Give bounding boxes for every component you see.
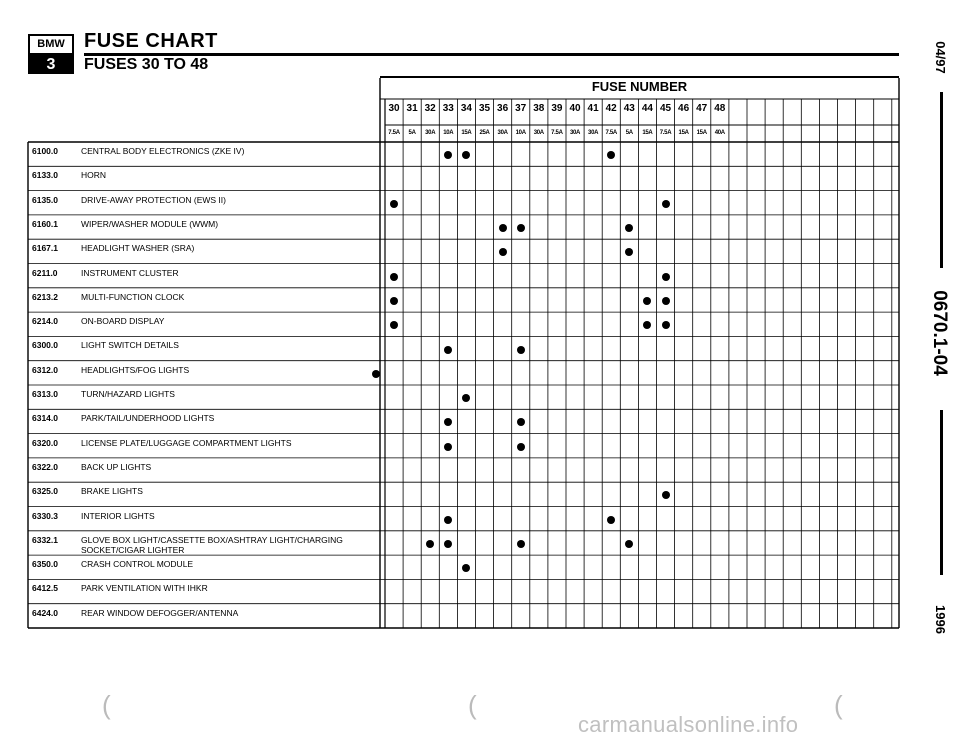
fuse-number-31: 31 bbox=[406, 103, 418, 114]
fuse-rating-47: 15A bbox=[696, 130, 707, 136]
page-subtitle: FUSES 30 TO 48 bbox=[84, 56, 209, 73]
fuse-number-48: 48 bbox=[714, 103, 726, 114]
row-description: PARK VENTILATION WITH IHKR bbox=[81, 583, 208, 594]
fuse-number-39: 39 bbox=[551, 103, 563, 114]
row-code: 6322.0 bbox=[32, 461, 58, 472]
watermark: carmanualsonline.info bbox=[578, 712, 799, 737]
fuse-marker-dot bbox=[662, 491, 670, 499]
row-code: 6424.0 bbox=[32, 607, 58, 618]
fuse-rating-44: 15A bbox=[642, 130, 653, 136]
row-code: 6133.0 bbox=[32, 170, 58, 181]
row-code: 6320.0 bbox=[32, 437, 58, 448]
row-code: 6100.0 bbox=[32, 146, 58, 156]
fuse-marker-dot bbox=[662, 273, 670, 281]
fuse-number-34: 34 bbox=[460, 103, 472, 114]
fuse-number-header: FUSE NUMBER bbox=[591, 79, 688, 94]
fuse-rating-36: 30A bbox=[497, 130, 508, 136]
fuse-number-42: 42 bbox=[605, 103, 617, 114]
fuse-number-33: 33 bbox=[442, 103, 454, 114]
row-description: CENTRAL BODY ELECTRONICS (ZKE IV) bbox=[81, 146, 245, 156]
fuse-marker-dot bbox=[607, 516, 615, 524]
fuse-rating-31: 5A bbox=[408, 130, 416, 136]
fuse-marker-dot bbox=[517, 540, 525, 548]
row-code: 6214.0 bbox=[32, 316, 58, 327]
logo-brand: BMW bbox=[30, 36, 72, 55]
row-description: HEADLIGHT WASHER (SRA) bbox=[81, 243, 195, 254]
fuse-marker-dot bbox=[662, 321, 670, 329]
fuse-number-43: 43 bbox=[623, 103, 635, 114]
fuse-rating-30: 7.5A bbox=[388, 130, 400, 136]
fuse-rating-45: 7.5A bbox=[659, 130, 672, 136]
fuse-marker-dot bbox=[517, 224, 525, 232]
row-description: BRAKE LIGHTS bbox=[81, 486, 143, 497]
row-description: MULTI-FUNCTION CLOCK bbox=[81, 291, 185, 302]
row-code: 6160.1 bbox=[32, 218, 58, 229]
fuse-rating-46: 15A bbox=[678, 130, 689, 136]
row-code: 6135.0 bbox=[32, 194, 58, 205]
fuse-marker-dot bbox=[372, 370, 380, 378]
row-description: CRASH CONTROL MODULE bbox=[81, 559, 194, 570]
fuse-number-30: 30 bbox=[388, 103, 400, 114]
fuse-rating-37: 10A bbox=[515, 130, 526, 136]
row-code: 6312.0 bbox=[32, 364, 58, 375]
row-code: 6213.2 bbox=[32, 291, 58, 302]
fuse-number-35: 35 bbox=[478, 103, 491, 114]
fuse-rating-43: 5A bbox=[625, 130, 633, 136]
fuse-number-45: 45 bbox=[659, 103, 672, 114]
row-code: 6325.0 bbox=[32, 486, 58, 497]
row-code: 6167.1 bbox=[32, 243, 58, 254]
fuse-marker-dot bbox=[662, 297, 670, 305]
scan-mark: ( bbox=[102, 690, 111, 720]
scan-mark: ( bbox=[468, 690, 477, 720]
row-code: 6412.5 bbox=[32, 583, 58, 594]
fuse-rating-41: 30A bbox=[588, 130, 599, 136]
fuse-marker-dot bbox=[499, 224, 507, 232]
scan-mark: ( bbox=[834, 690, 843, 720]
row-description: DRIVE-AWAY PROTECTION (EWS II) bbox=[81, 194, 226, 205]
fuse-number-41: 41 bbox=[587, 103, 599, 114]
row-description: HORN bbox=[81, 170, 107, 181]
fuse-number-36: 36 bbox=[497, 103, 509, 114]
fuse-marker-dot bbox=[499, 248, 507, 256]
fuse-rating-32: 30A bbox=[425, 130, 436, 136]
row-description: BACK UP LIGHTS bbox=[81, 461, 152, 472]
side-code: 0670.1-04 bbox=[928, 290, 950, 376]
fuse-rating-35: 25A bbox=[479, 130, 490, 136]
fuse-number-44: 44 bbox=[641, 103, 653, 114]
fuse-marker-dot bbox=[517, 346, 525, 354]
fuse-marker-dot bbox=[444, 516, 452, 524]
fuse-rating-34: 15A bbox=[461, 130, 472, 136]
fuse-number-47: 47 bbox=[696, 103, 708, 114]
fuse-rating-48: 40A bbox=[714, 130, 725, 136]
row-description: REAR WINDOW DEFOGGER/ANTENNA bbox=[81, 607, 239, 618]
fuse-rating-33: 10A bbox=[443, 130, 454, 136]
row-code: 6313.0 bbox=[32, 389, 58, 399]
logo-series: 3 bbox=[30, 55, 72, 74]
row-code: 6332.1 bbox=[32, 534, 58, 545]
row-description: ON-BOARD DISPLAY bbox=[81, 316, 165, 327]
fuse-marker-dot bbox=[390, 273, 398, 281]
fuse-rating-40: 30A bbox=[569, 130, 581, 136]
row-description: LICENSE PLATE/LUGGAGE COMPARTMENT LIGHTS bbox=[81, 437, 292, 448]
row-code: 6350.0 bbox=[32, 559, 58, 570]
fuse-number-38: 38 bbox=[533, 103, 545, 114]
row-code: 6314.0 bbox=[32, 413, 58, 424]
row-description: INTERIOR LIGHTS bbox=[81, 510, 155, 521]
row-code: 6300.0 bbox=[32, 340, 58, 351]
fuse-marker-dot bbox=[390, 297, 398, 305]
fuse-rating-39: 7.5A bbox=[551, 130, 563, 136]
fuse-rating-42: 7.5A bbox=[605, 130, 617, 136]
page-title: FUSE CHART bbox=[84, 30, 218, 52]
row-description: GLOVE BOX LIGHT/CASSETTE BOX/ASHTRAY LIGHT/CHARGING SOCKET/CIGAR LIGHTER bbox=[81, 534, 343, 555]
side-date: 04/97 bbox=[932, 41, 948, 74]
row-code: 6330.3 bbox=[32, 510, 58, 521]
fuse-rating-38: 30A bbox=[533, 130, 544, 136]
fuse-number-46: 46 bbox=[678, 103, 690, 114]
fuse-marker-dot bbox=[444, 346, 452, 354]
row-description: LIGHT SWITCH DETAILS bbox=[81, 340, 179, 351]
row-description: WIPER/WASHER MODULE (WWM) bbox=[81, 218, 219, 229]
row-description: TURN/HAZARD LIGHTS bbox=[81, 389, 175, 399]
row-description: HEADLIGHTS/FOG LIGHTS bbox=[81, 364, 190, 375]
fuse-number-37: 37 bbox=[515, 103, 527, 114]
fuse-marker-dot bbox=[517, 443, 525, 451]
row-code: 6211.0 bbox=[32, 267, 58, 278]
fuse-number-40: 40 bbox=[569, 103, 581, 114]
fuse-number-32: 32 bbox=[424, 103, 436, 114]
row-description: PARK/TAIL/UNDERHOOD LIGHTS bbox=[81, 413, 215, 424]
row-description: INSTRUMENT CLUSTER bbox=[81, 267, 179, 278]
fuse-marker-dot bbox=[390, 200, 398, 208]
side-year: 1996 bbox=[932, 605, 948, 634]
fuse-marker-dot bbox=[662, 200, 670, 208]
